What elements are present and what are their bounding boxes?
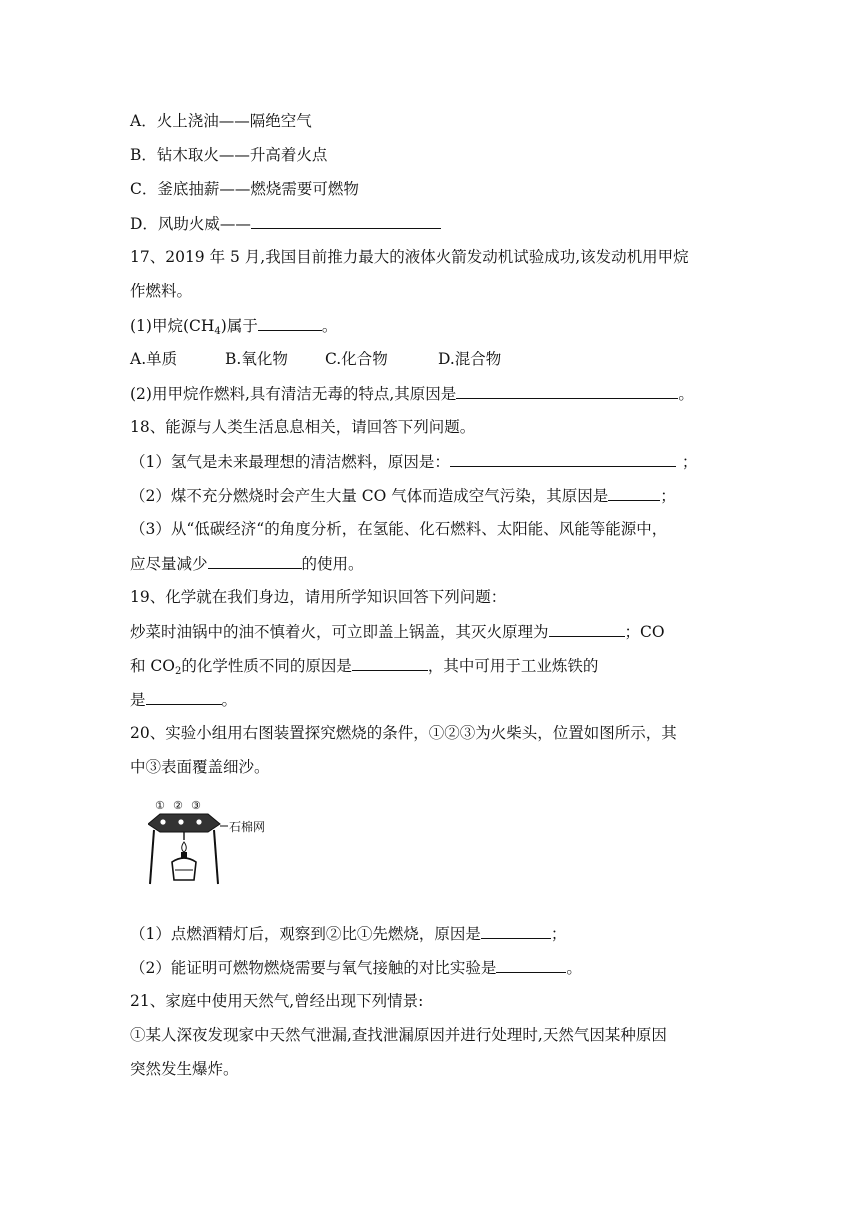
answer-blank[interactable] bbox=[208, 552, 302, 569]
q17-part2-end: 。 bbox=[678, 385, 694, 403]
q19-stem: 19、化学就在我们身边，请用所学知识回答下列问题： bbox=[130, 588, 507, 606]
q20-part2 bbox=[130, 956, 582, 979]
option-a: A．火上浇油——隔绝空气 bbox=[130, 112, 312, 130]
q19-line1-post: ；CO bbox=[624, 623, 665, 641]
answer-blank[interactable] bbox=[258, 314, 322, 331]
answer-blank[interactable] bbox=[456, 382, 678, 399]
q17-part1-post: )属于 bbox=[220, 317, 258, 335]
q17-choice-c: C.化合物 bbox=[325, 350, 388, 368]
lamp-wick-holder bbox=[181, 852, 187, 858]
q17-choice-b: B.氧化物 bbox=[225, 350, 288, 368]
q19-line2-post: ，其中可用于工业炼铁的 bbox=[427, 657, 599, 675]
tripod-burner-diagram bbox=[148, 798, 288, 890]
q18-part1-text: （1）氢气是未来最理想的清洁燃料，原因是： bbox=[130, 453, 450, 471]
net-label: 石棉网 bbox=[229, 820, 266, 834]
option-d bbox=[130, 212, 441, 235]
q18-part3: （3）从“低碳经济“的角度分析，在氢能、化石燃料、太阳能、风能等能源中， bbox=[130, 520, 668, 538]
q19-line2 bbox=[130, 654, 598, 677]
answer-blank[interactable] bbox=[146, 688, 222, 705]
answer-blank[interactable] bbox=[496, 956, 566, 973]
answer-blank[interactable] bbox=[481, 922, 551, 939]
match-head-1 bbox=[160, 819, 165, 824]
q17-choice-d: D.混合物 bbox=[438, 350, 502, 368]
alcohol-lamp bbox=[172, 858, 196, 880]
match-head-2 bbox=[178, 819, 183, 824]
answer-blank[interactable] bbox=[608, 484, 660, 501]
q17-part2 bbox=[130, 382, 694, 405]
q19-line2-sub: 2 bbox=[175, 666, 182, 677]
q19-line2-pre: 和 CO bbox=[130, 657, 175, 675]
q21-line1: ①某人深夜发现家中天然气泄漏,查找泄漏原因并进行处理时,天然气因某种原因 bbox=[130, 1026, 667, 1044]
q20-part2-end: 。 bbox=[566, 959, 582, 977]
q18-stem: 18、能源与人类生活息息相关，请回答下列问题。 bbox=[130, 418, 476, 436]
q20-part2-pre: （2）能证明可燃物燃烧需要与氧气接触的对比实验是 bbox=[130, 959, 497, 977]
q19-line1 bbox=[130, 620, 665, 643]
q18-part1 bbox=[130, 450, 697, 473]
experiment-figure bbox=[148, 798, 288, 890]
q19-line3 bbox=[130, 688, 237, 711]
answer-blank[interactable] bbox=[251, 212, 441, 229]
q17-part1-pre: (1)甲烷(CH bbox=[130, 317, 215, 335]
q18-part1-end: ； bbox=[681, 453, 698, 471]
q17-stem-line2: 作燃料。 bbox=[130, 282, 193, 300]
q17-choices bbox=[130, 348, 501, 370]
q18-part3-post: 的使用。 bbox=[301, 555, 364, 573]
q20-part1-pre: （1）点燃酒精灯后，观察到②比①先燃烧，原因是 bbox=[130, 925, 481, 943]
q18-part3-pre: 应尽量减少 bbox=[130, 555, 208, 573]
option-d-text: D．风助火威—— bbox=[130, 215, 251, 233]
q20-part1 bbox=[130, 922, 566, 945]
answer-blank[interactable] bbox=[450, 450, 676, 467]
flame bbox=[182, 842, 187, 852]
q19-line3-post: 。 bbox=[221, 691, 238, 709]
marker-3: ③ bbox=[191, 799, 201, 812]
asbestos-net bbox=[148, 814, 220, 832]
q17-choice-a: A.单质 bbox=[130, 350, 178, 368]
q18-part2-end: ； bbox=[660, 487, 676, 505]
tripod-leg-left bbox=[150, 830, 154, 884]
q20-part1-end: ； bbox=[550, 925, 567, 943]
q17-stem-line1: 17、2019 年 5 月,我国目前推力最大的液体火箭发动机试验成功,该发动机用甲烷 bbox=[130, 248, 689, 266]
q17-part1-end: 。 bbox=[321, 317, 338, 335]
q18-part3-cont bbox=[130, 552, 364, 575]
tripod-leg-right bbox=[214, 830, 218, 884]
q21-stem: 21、家庭中使用天然气,曾经出现下列情景: bbox=[130, 992, 424, 1010]
q18-part2 bbox=[130, 484, 676, 507]
q21-line2: 突然发生爆炸。 bbox=[130, 1060, 239, 1078]
q17-part1 bbox=[130, 314, 337, 337]
q19-line3-pre: 是 bbox=[130, 691, 146, 709]
q20-stem-line1: 20、实验小组用右图装置探究燃烧的条件，①②③为火柴头，位置如图所示，其 bbox=[130, 724, 677, 742]
marker-2: ② bbox=[173, 799, 183, 812]
q17-part1-sub: 4 bbox=[214, 326, 221, 337]
answer-blank[interactable] bbox=[549, 620, 625, 637]
q17-part2-pre: (2)用甲烷作燃料,具有清洁无毒的特点,其原因是 bbox=[130, 385, 457, 403]
q19-line1-pre: 炒菜时油锅中的油不慎着火，可立即盖上锅盖，其灭火原理为 bbox=[130, 623, 549, 641]
q18-part2-text: （2）煤不充分燃烧时会产生大量 CO 气体而造成空气污染，其原因是 bbox=[130, 487, 609, 505]
marker-1: ① bbox=[155, 799, 165, 812]
answer-blank[interactable] bbox=[352, 654, 428, 671]
q19-line2-mid: 的化学性质不同的原因是 bbox=[181, 657, 352, 675]
option-b: B．钻木取火——升高着火点 bbox=[130, 146, 328, 164]
option-c: C．釜底抽薪——燃烧需要可燃物 bbox=[130, 180, 359, 198]
match-head-3 bbox=[196, 819, 201, 824]
q20-stem-line2: 中③表面覆盖细沙。 bbox=[130, 758, 270, 776]
